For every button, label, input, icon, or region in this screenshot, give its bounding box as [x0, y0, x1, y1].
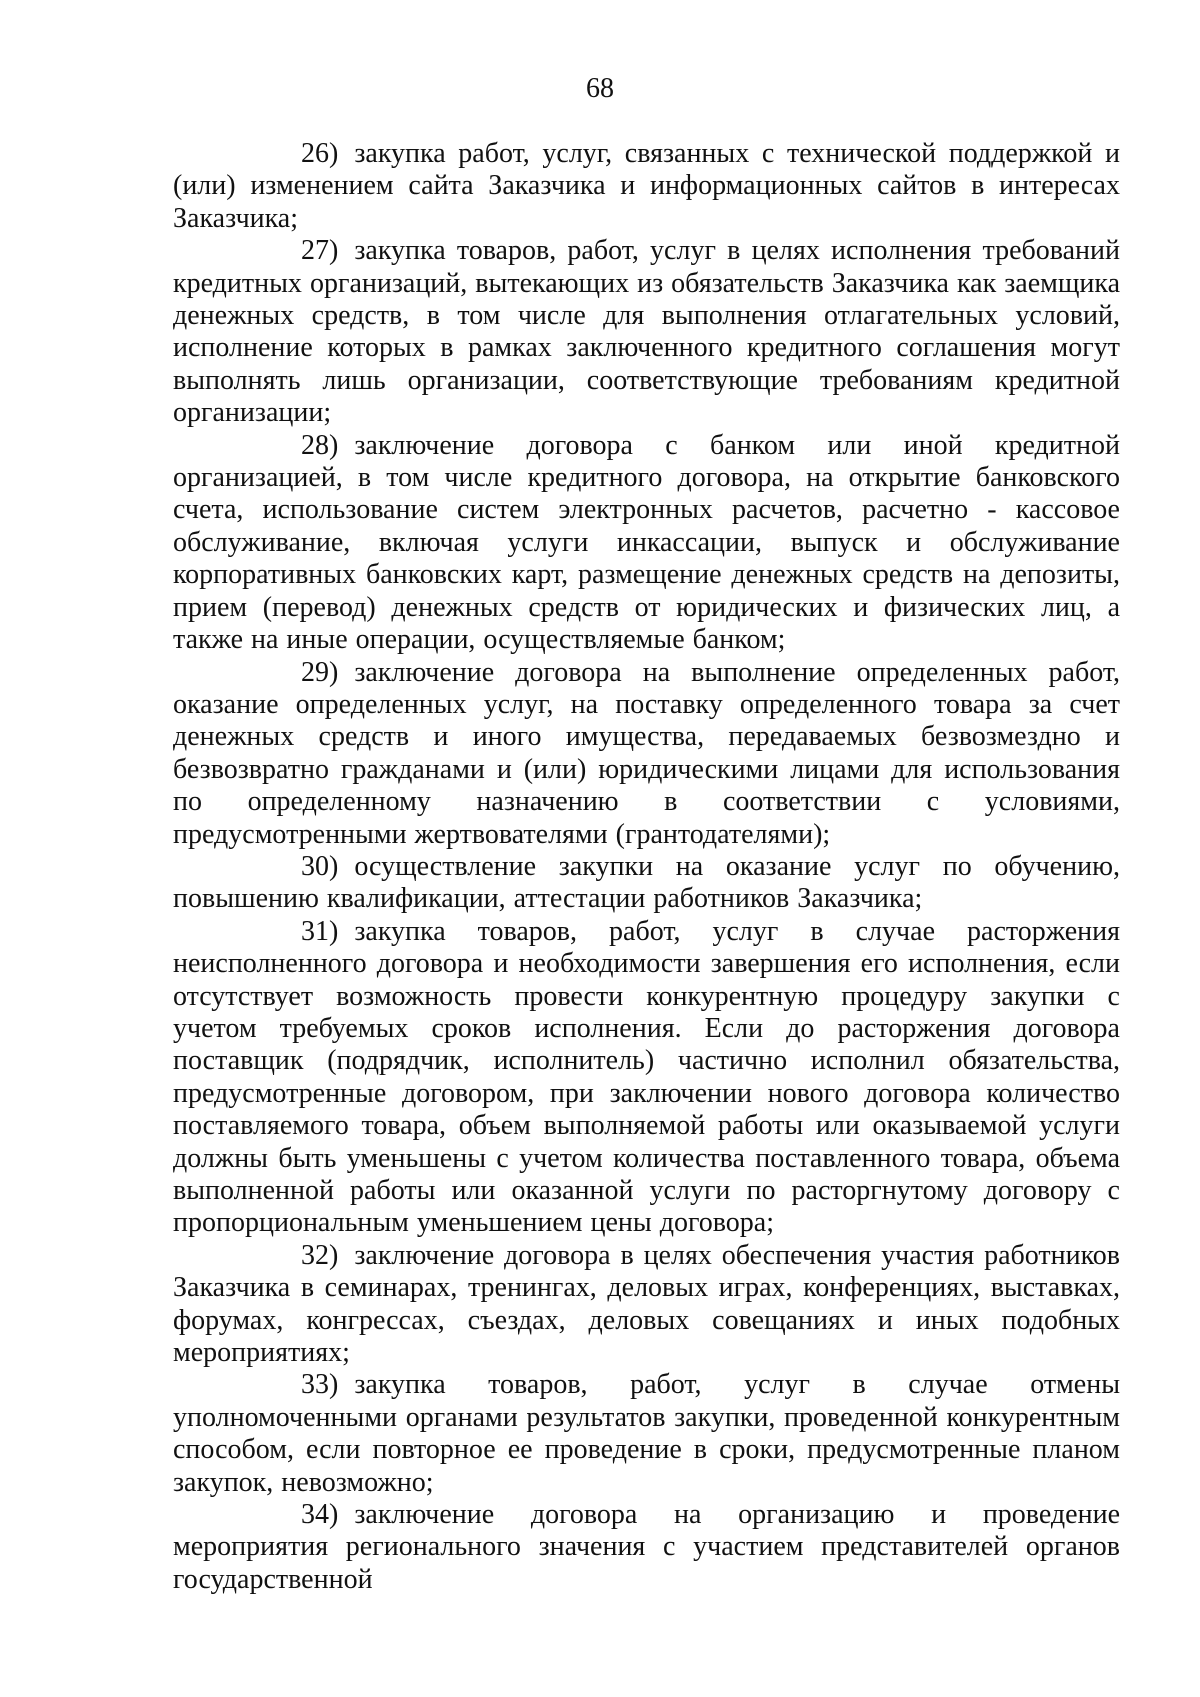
item-number: 34) — [301, 1499, 339, 1531]
list-item — [173, 235, 1120, 429]
item-number: 32) — [301, 1239, 339, 1271]
item-text: закупка товаров, работ, услуг в случае отмены уполномоченными органами результатов закупки, проведенной конкурентным способом, если повторное ее проведение в сроки, предусмотренные планом закупок, невозможно; — [173, 1369, 1120, 1498]
item-number: 29) — [301, 656, 339, 688]
item-text: заключение договора на выполнение определенных работ, оказание определенных услуг, на поставку определенного товара за счет денежных средств и иного имущества, передаваемых безвозмездно и безвозвратно гражданами и (или) юридическими лицами для использования по определенному назначению в соответствии с условиями, предусмотренными жертвователями (грантодателями); — [173, 656, 1120, 850]
list-item — [173, 657, 1120, 851]
item-number: 28) — [301, 429, 339, 461]
list-item — [173, 1369, 1120, 1499]
list-item — [173, 1499, 1120, 1596]
list-item — [173, 851, 1120, 916]
item-number: 27) — [301, 235, 339, 267]
item-text: закупка товаров, работ, услуг в случае расторжения неисполненного договора и необходимости завершения его исполнения, если отсутствует возможность провести конкурентную процедуру закупки с учетом требуемых сроков исполнения. Если до расторжения договора поставщик (подрядчик, исполнитель) частично исполнил обязательства, предусмотренные договором, при заключении нового договора количество поставляемого товара, объем выполняемой работы или оказываемой услуги должны быть уменьшены с учетом количества поставленного товара, объема выполненной работы или оказанной услуги по расторгнутому договору с пропорциональным уменьшением цены договора; — [173, 915, 1120, 1239]
item-number: 26) — [301, 138, 339, 169]
list-item — [173, 916, 1120, 1240]
item-text: закупка товаров, работ, услуг в целях исполнения требований кредитных организаций, вытекающих из обязательств Заказчика как заемщика денежных средств, в том числе для выполнения отлагательных условий, исполнение которых в рамках заключенного кредитного соглашения могут выполнять лишь организации, соответствующие требованиям кредитной организации; — [173, 235, 1120, 429]
item-text: закупка работ, услуг, связанных с технической поддержкой и (или) изменением сайта Заказчика и информационных сайтов в интересах Заказчика; — [173, 138, 1120, 234]
item-number: 30) — [301, 850, 339, 882]
page-number: 68 — [586, 73, 614, 104]
document-body — [173, 138, 1120, 1596]
item-text: осуществление закупки на оказание услуг по обучению, повышению квалификации, аттестации работников Заказчика; — [173, 850, 1120, 915]
list-item — [173, 138, 1120, 235]
item-text: заключение договора с банком или иной кредитной организацией, в том числе кредитного договора, на открытие банковского счета, использование систем электронных расчетов, расчетно - кассовое обслуживание, включая услуги инкассации, выпуск и обслуживание корпоративных банковских карт, размещение денежных средств на депозиты, прием (перевод) денежных средств от юридических и физических лиц, а также на иные операции, осуществляемые банком; — [173, 429, 1120, 656]
list-item — [173, 430, 1120, 657]
list-item — [173, 1240, 1120, 1370]
item-text: заключение договора в целях обеспечения участия работников Заказчика в семинарах, тренингах, деловых играх, конференциях, выставках, форумах, конгрессах, съездах, деловых совещаниях и иных подобных мероприятиях; — [173, 1239, 1120, 1369]
item-number: 33) — [301, 1369, 339, 1401]
item-number: 31) — [301, 915, 339, 947]
item-text: заключение договора на организацию и проведение мероприятия регионального значения с участием представителей органов государственной — [173, 1499, 1120, 1595]
